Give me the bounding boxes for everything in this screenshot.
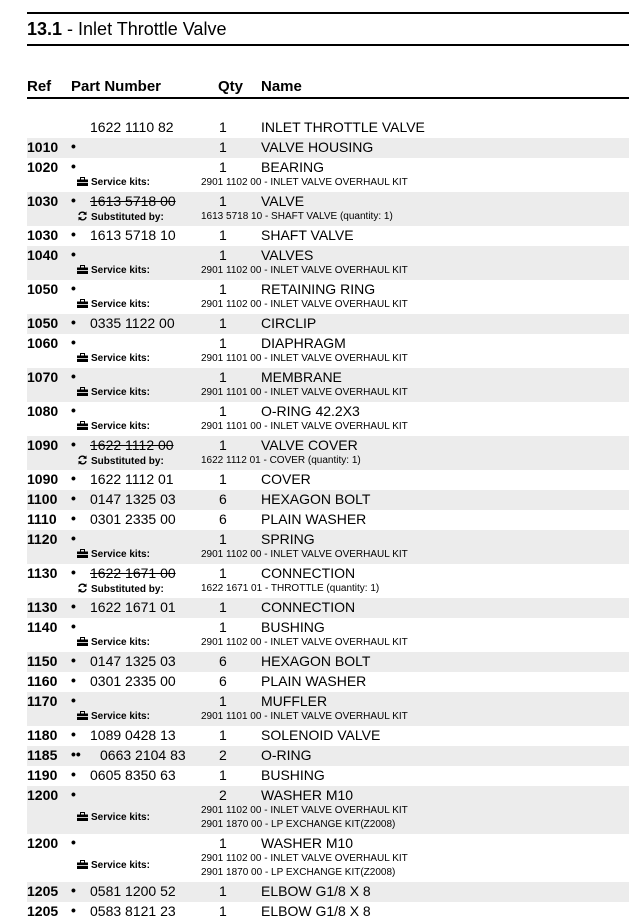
table-row [27,726,629,746]
row-name: RETAINING RING [261,281,376,297]
service-kit-link[interactable]: 2901 1102 00 - INLET VALVE OVERHAUL KIT [201,177,408,188]
row-ref: 1050 [27,281,59,297]
substituted-by-text: Substituted by: [91,456,164,467]
row-part-number[interactable]: 0663 2104 83 [100,747,186,763]
bullet-dot: • [71,226,76,242]
substituted-by-text: Substituted by: [91,212,164,223]
toolbox-icon [77,860,91,871]
table-row [27,490,629,510]
toolbox-icon [77,387,91,398]
table-row [27,834,629,882]
row-qty: 1 [219,335,227,351]
row-ref: 1090 [27,437,59,453]
bullet-dot: • [71,598,76,614]
row-qty: 1 [219,437,227,453]
row-ref: 1200 [27,835,59,851]
row-part-number[interactable]: 0147 1325 03 [90,653,176,669]
row-ref: 1205 [27,883,59,899]
row-part-number[interactable]: 1622 1671 01 [90,599,176,615]
service-kit-link[interactable]: 2901 1870 00 - LP EXCHANGE KIT(Z2008) [201,819,396,830]
row-name: BUSHING [261,619,325,635]
row-qty: 1 [219,193,227,209]
service-kits-label [77,549,150,560]
row-qty: 1 [219,599,227,615]
bullet-dot: • [71,510,76,526]
row-qty: 1 [219,403,227,419]
service-kits-label [77,860,150,871]
row-name: SPRING [261,531,315,547]
bullet-dot: • [71,368,76,384]
bullet-dot: • [71,672,76,688]
row-qty: 1 [219,139,227,155]
row-qty: 1 [219,767,227,783]
row-name: CIRCLIP [261,315,317,331]
table-row [27,246,629,280]
service-kit-link[interactable]: 2901 1870 00 - LP EXCHANGE KIT(Z2008) [201,867,396,878]
service-kit-link[interactable]: 2901 1102 00 - INLET VALVE OVERHAUL KIT [201,853,408,864]
service-kits-label [77,299,150,310]
row-qty: 2 [219,747,227,763]
row-qty: 1 [219,883,227,899]
substitute-link[interactable]: 1622 1671 01 - THROTTLE (quantity: 1) [201,583,380,594]
row-part-number[interactable]: 1622 1671 00 [90,565,176,581]
bullet-dot: • [71,280,76,296]
row-ref: 1020 [27,159,59,175]
bullet-dot: • [71,786,76,802]
substituted-by-text: Substituted by: [91,584,164,595]
service-kits-label [77,812,150,823]
service-kits-label [77,637,150,648]
row-ref: 1170 [27,693,58,709]
bullet-dot: • [71,138,76,154]
row-name: VALVE COVER [261,437,358,453]
row-name: HEXAGON BOLT [261,653,371,669]
service-kits-text: Service kits: [91,860,150,871]
row-part-number[interactable]: 1089 0428 13 [90,727,176,743]
row-part-number[interactable]: 1622 1110 82 [90,119,174,135]
service-kits-label [77,387,150,398]
column-header-part-number: Part Number [71,78,162,95]
row-qty: 1 [219,565,227,581]
row-name: INLET THROTTLE VALVE [261,119,425,135]
table-row [27,692,629,726]
swap-arrows-icon [77,455,91,467]
service-kit-link[interactable]: 2901 1102 00 - INLET VALVE OVERHAUL KIT [201,637,408,648]
bullet-dot: • [71,490,76,506]
bullet-dot: • [71,766,76,782]
table-row [27,368,629,402]
bullet-dot: • [71,470,76,486]
row-ref: 1200 [27,787,59,803]
row-part-number[interactable]: 1613 5718 00 [90,193,176,209]
row-part-number[interactable]: 0301 2335 00 [90,673,176,689]
service-kits-text: Service kits: [91,353,150,364]
service-kit-link[interactable]: 2901 1101 00 - INLET VALVE OVERHAUL KIT [201,353,408,364]
table-row [27,530,629,564]
bullet-dot: • [71,402,76,418]
table-row [27,226,629,246]
table-row [27,564,629,598]
table-row [27,618,629,652]
row-ref: 1060 [27,335,59,351]
substitute-link[interactable]: 1613 5718 10 - SHAFT VALVE (quantity: 1) [201,211,393,222]
row-qty: 6 [219,653,227,669]
toolbox-icon [77,177,91,188]
column-header-name: Name [261,78,302,95]
row-part-number[interactable]: 0583 8121 23 [90,903,176,919]
row-part-number[interactable]: 1613 5718 10 [90,227,176,243]
bullet-dot: • [71,192,76,208]
service-kits-text: Service kits: [91,711,150,722]
table-row [27,334,629,368]
table-row [27,672,629,692]
service-kits-text: Service kits: [91,265,150,276]
service-kit-link[interactable]: 2901 1102 00 - INLET VALVE OVERHAUL KIT [201,549,408,560]
substituted-by-label [77,583,164,595]
row-name: HEXAGON BOLT [261,491,371,507]
row-ref: 1010 [27,139,59,155]
toolbox-icon [77,637,91,648]
table-row [27,192,629,226]
row-name: ELBOW G1/8 X 8 [261,883,371,899]
row-qty: 1 [219,369,227,385]
table-row [27,882,629,902]
row-ref: 1160 [27,673,58,689]
row-ref: 1130 [27,565,58,581]
row-ref: 1110 [27,511,57,527]
row-name: ELBOW G1/8 X 8 [261,903,371,919]
row-name: VALVE [261,193,305,209]
row-qty: 1 [219,693,227,709]
row-name: MUFFLER [261,693,328,709]
row-ref: 1070 [27,369,59,385]
column-header-qty: Qty [218,78,244,95]
row-qty: 1 [219,903,227,919]
row-qty: 1 [219,159,227,175]
table-row [27,598,629,618]
row-qty: 6 [219,491,227,507]
row-part-number[interactable]: 1622 1112 01 [90,471,174,487]
row-ref: 1050 [27,315,59,331]
table-row [27,786,629,834]
row-ref: 1090 [27,471,59,487]
row-name: SHAFT VALVE [261,227,354,243]
row-qty: 1 [219,471,227,487]
row-qty: 1 [219,727,227,743]
row-ref: 1140 [27,619,58,635]
service-kits-text: Service kits: [91,812,150,823]
table-row [27,436,629,470]
service-kits-text: Service kits: [91,387,150,398]
row-name: CONNECTION [261,565,356,581]
service-kits-label [77,265,150,276]
service-kits-label [77,711,150,722]
row-name: MEMBRANE [261,369,342,385]
bullet-dot: • [71,834,76,850]
row-name: VALVE HOUSING [261,139,374,155]
row-ref: 1120 [27,531,58,547]
bullet-dot: • [71,902,76,918]
section-name: - Inlet Throttle Valve [62,19,227,39]
service-kits-text: Service kits: [91,421,150,432]
table-row [27,138,629,158]
substitute-link[interactable]: 1622 1112 01 - COVER (quantity: 1) [201,455,361,466]
bullet-dot: • [71,530,76,546]
row-name: PLAIN WASHER [261,511,367,527]
row-part-number[interactable]: 0301 2335 00 [90,511,176,527]
row-ref: 1150 [27,653,58,669]
table-row [27,314,629,334]
row-qty: 1 [219,119,227,135]
row-ref: 1100 [27,491,58,507]
row-name: COVER [261,471,311,487]
bullet-dot: • [71,246,76,262]
bullet-dot: • [71,726,76,742]
service-kit-link[interactable]: 2901 1101 00 - INLET VALVE OVERHAUL KIT [201,387,408,398]
toolbox-icon [77,549,91,560]
service-kit-link[interactable]: 2901 1102 00 - INLET VALVE OVERHAUL KIT [201,805,408,816]
row-name: WASHER M10 [261,835,354,851]
section-number: 13.1 [27,19,63,39]
row-qty: 2 [219,787,227,803]
row-qty: 1 [219,531,227,547]
row-name: BUSHING [261,767,325,783]
row-name: O-RING [261,747,312,763]
toolbox-icon [77,812,91,823]
service-kits-label [77,177,150,188]
row-name: CONNECTION [261,599,356,615]
service-kits-text: Service kits: [91,299,150,310]
row-qty: 1 [219,247,227,263]
table-row [27,746,629,766]
row-qty: 6 [219,673,227,689]
row-ref: 1130 [27,599,58,615]
bullet-dot: • [71,314,76,330]
service-kit-link[interactable]: 2901 1101 00 - INLET VALVE OVERHAUL KIT [201,421,408,432]
table-row [27,652,629,672]
row-ref: 1185 [27,747,58,763]
bullet-dot: • [71,564,76,580]
row-ref: 1080 [27,403,59,419]
row-name: DIAPHRAGM [261,335,346,351]
bullet-dot: • [71,652,76,668]
row-qty: 1 [219,281,227,297]
table-row [27,118,629,138]
row-qty: 1 [219,835,227,851]
toolbox-icon [77,265,91,276]
row-part-number[interactable]: 0335 1122 00 [90,315,175,331]
column-header-ref: Ref [27,78,52,95]
toolbox-icon [77,421,91,432]
bullet-dot: • [71,436,76,452]
bullet-dot: • [71,882,76,898]
service-kit-link[interactable]: 2901 1102 00 - INLET VALVE OVERHAUL KIT [201,265,408,276]
row-name: PLAIN WASHER [261,673,367,689]
table-row [27,902,629,922]
row-name: O-RING 42.2X3 [261,403,360,419]
table-row [27,510,629,530]
bullet-dot: • [71,334,76,350]
row-part-number[interactable]: 0581 1200 52 [90,883,176,899]
service-kit-link[interactable]: 2901 1102 00 - INLET VALVE OVERHAUL KIT [201,299,408,310]
row-ref: 1040 [27,247,59,263]
table-row [27,280,629,314]
row-part-number[interactable]: 0605 8350 63 [90,767,176,783]
service-kits-text: Service kits: [91,637,150,648]
service-kits-text: Service kits: [91,177,150,188]
bullet-dot: • [71,692,76,708]
bullet-dot: •• [71,746,81,762]
row-name: VALVES [261,247,314,263]
row-name: WASHER M10 [261,787,354,803]
row-qty: 1 [219,315,227,331]
table-row [27,766,629,786]
row-name: SOLENOID VALVE [261,727,381,743]
table-row [27,158,629,192]
row-ref: 1030 [27,227,59,243]
row-qty: 1 [219,227,227,243]
toolbox-icon [77,299,91,310]
table-row [27,402,629,436]
row-ref: 1190 [27,767,58,783]
service-kits-text: Service kits: [91,549,150,560]
bullet-dot: • [71,618,76,634]
row-ref: 1030 [27,193,59,209]
toolbox-icon [77,353,91,364]
row-part-number[interactable]: 0147 1325 03 [90,491,176,507]
substituted-by-label [77,211,164,223]
swap-arrows-icon [77,583,91,595]
row-qty: 1 [219,619,227,635]
swap-arrows-icon [77,211,91,223]
row-ref: 1205 [27,903,59,919]
row-name: BEARING [261,159,325,175]
row-part-number[interactable]: 1622 1112 00 [90,437,174,453]
service-kits-label [77,421,150,432]
bullet-dot: • [71,158,76,174]
table-row [27,470,629,490]
row-qty: 6 [219,511,227,527]
toolbox-icon [77,711,91,722]
service-kits-label [77,353,150,364]
service-kit-link[interactable]: 2901 1101 00 - INLET VALVE OVERHAUL KIT [201,711,408,722]
substituted-by-label [77,455,164,467]
row-ref: 1180 [27,727,58,743]
